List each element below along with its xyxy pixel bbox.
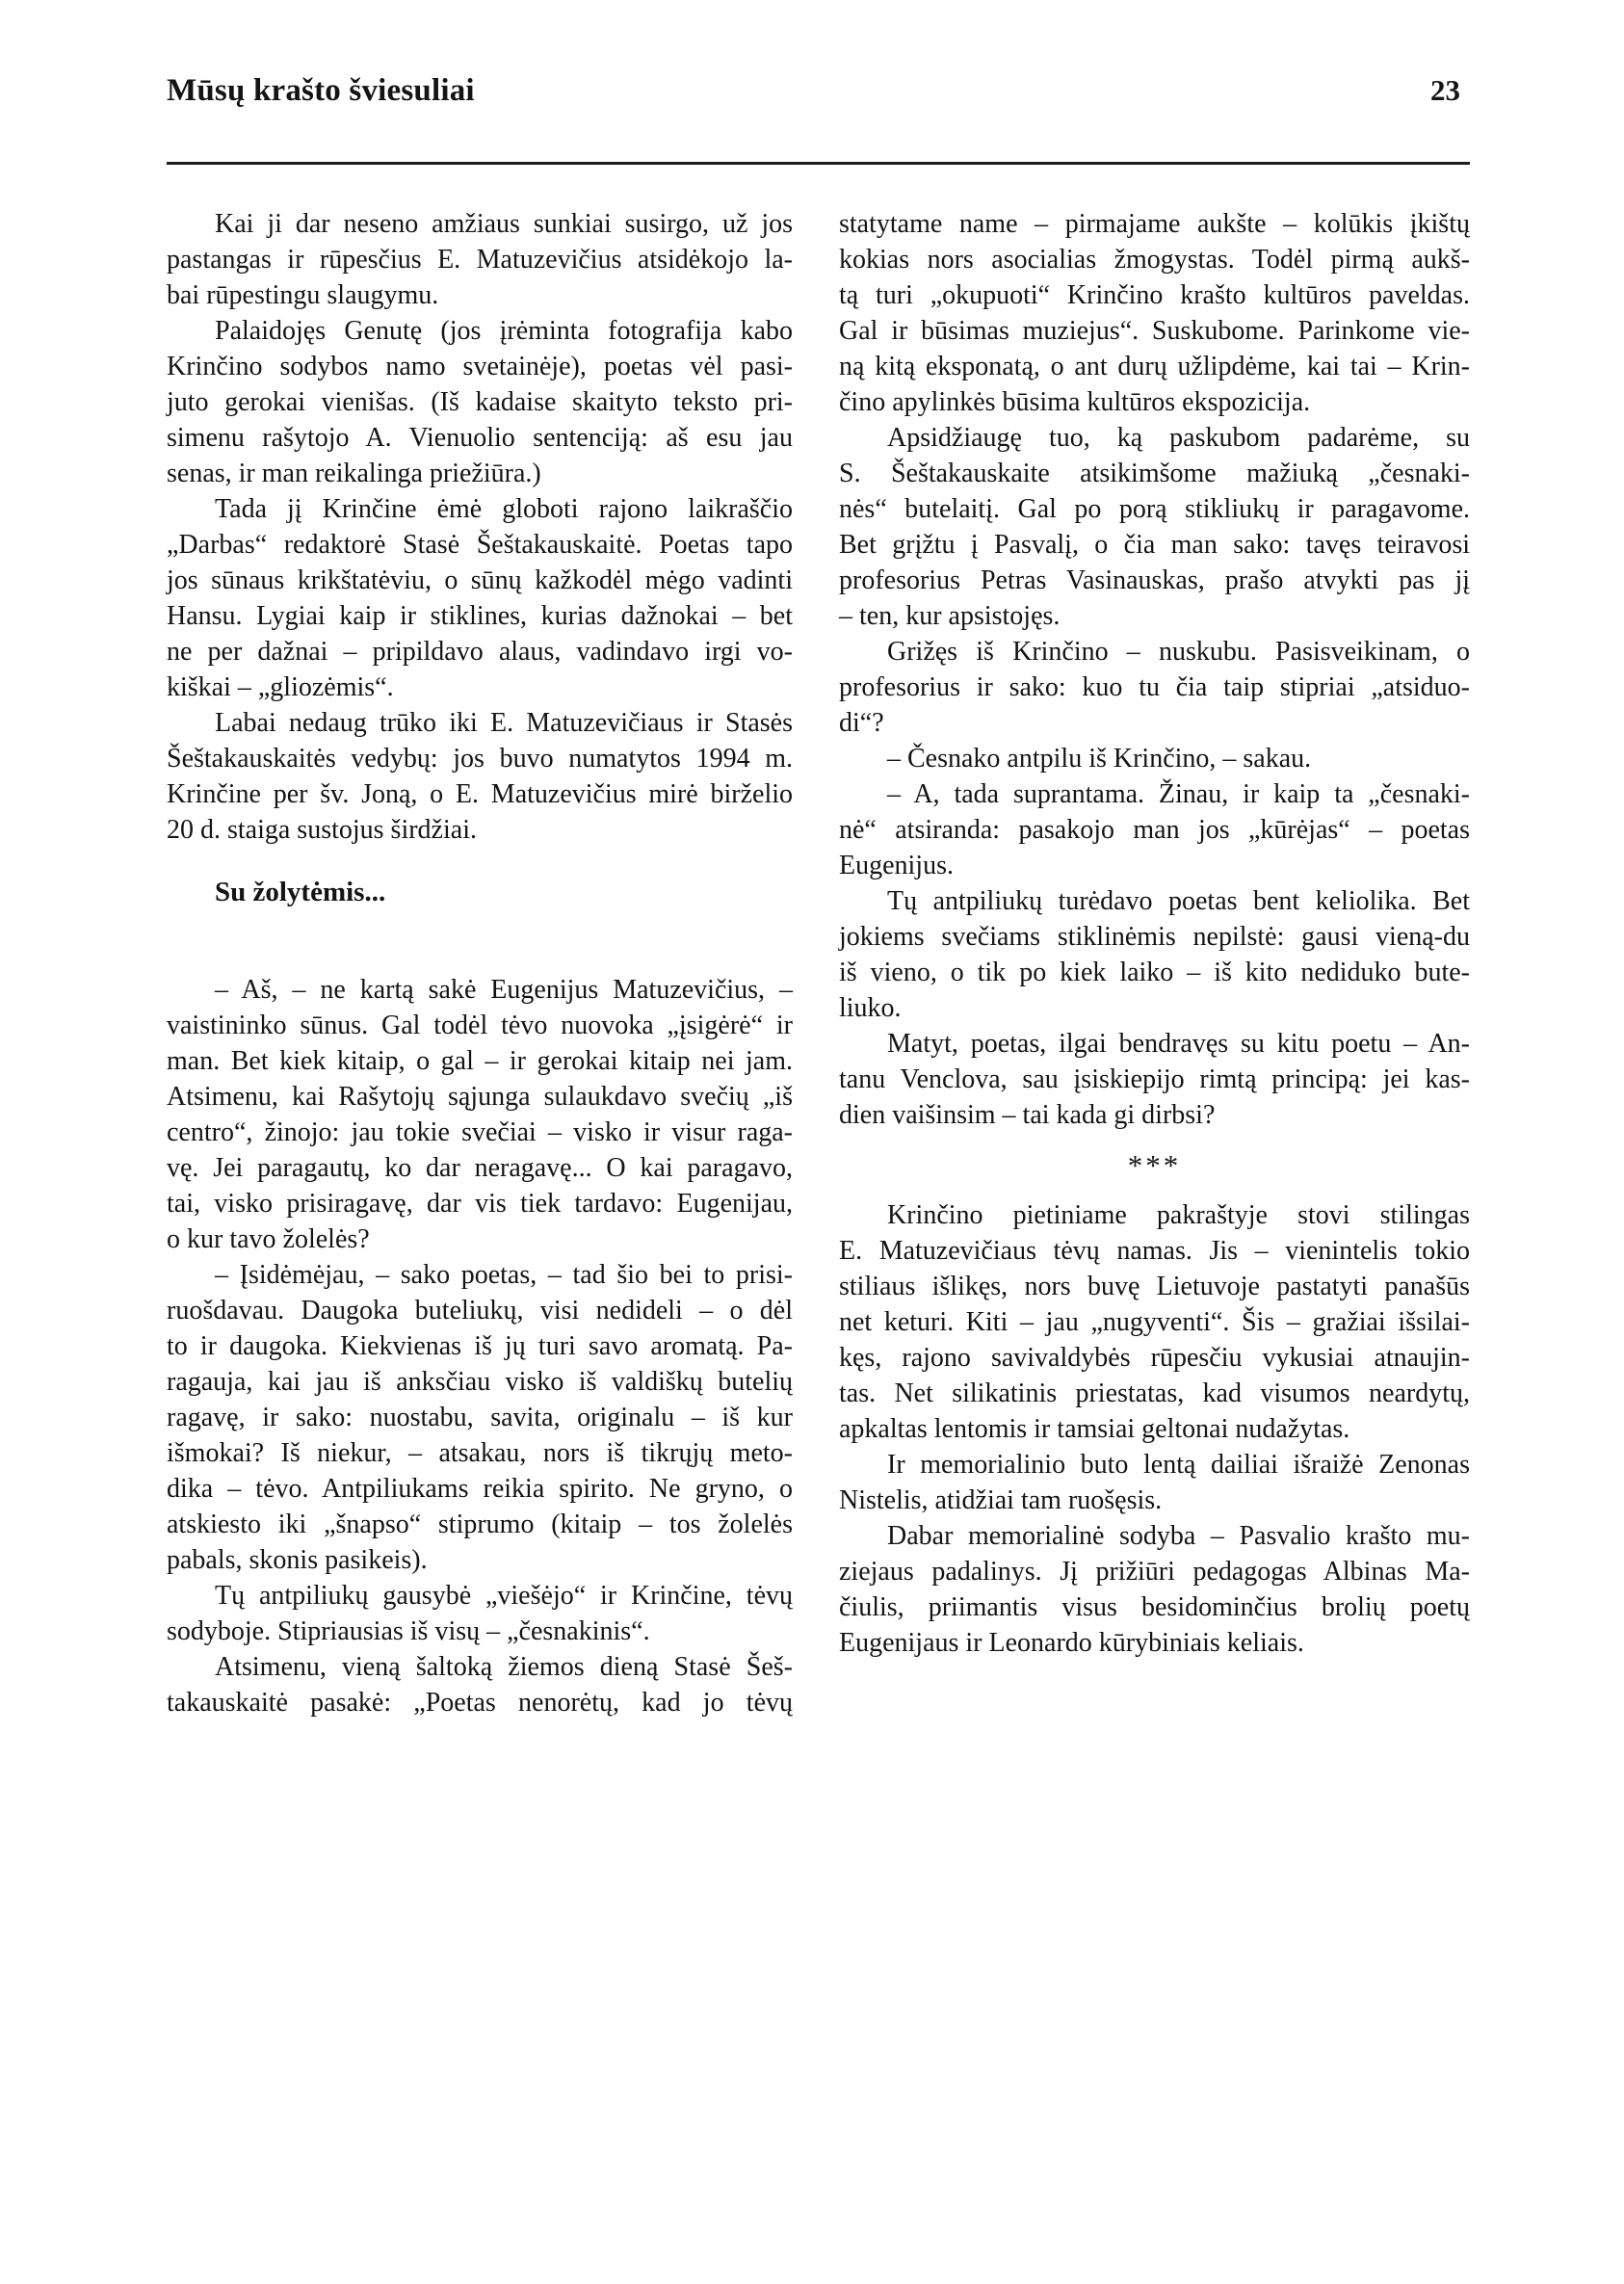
text-line: nė“ atsiranda: pasakojo man jos „kūrėjas“ – poetas bbox=[839, 815, 1470, 845]
text-line: Atsimenu, kai Rašytojų sąjunga sulaukdavo svečių „iš bbox=[167, 1082, 793, 1112]
paragraph bbox=[839, 634, 1470, 741]
header-rule bbox=[167, 162, 1470, 165]
text-line: – Aš, – ne kartą sakė Eugenijus Matuzevičius, – bbox=[215, 975, 793, 1005]
text-line: Gal ir būsimas muziejus“. Suskubome. Parinkome vie- bbox=[839, 316, 1470, 346]
text-line: išmokai? Iš niekur, – atsakau, nors iš tikrųjų meto- bbox=[167, 1438, 793, 1468]
paragraph bbox=[167, 1649, 793, 1720]
text-line: Atsimenu, vieną šaltoką žiemos dieną Stasė Šeš- bbox=[215, 1652, 793, 1682]
text-line: – Įsidėmėjau, – sako poetas, – tad šio bei to prisi- bbox=[215, 1260, 793, 1290]
text-line: dika – tėvo. Antpiliukams reikia spirito. Ne gryno, o bbox=[167, 1474, 793, 1504]
text-line: E. Matuzevičiaus tėvų namas. Jis – vienintelis tokio bbox=[839, 1236, 1470, 1266]
text-line: pabals, skonis pasikeis). bbox=[167, 1545, 428, 1575]
paragraph bbox=[839, 206, 1470, 420]
text-line: sodyboje. Stipriausias iš visų – „česnakinis“. bbox=[167, 1616, 650, 1646]
text-line: Krinčine per šv. Joną, o E. Matuzevičius mirė birželio bbox=[167, 779, 793, 809]
text-line: liuko. bbox=[839, 993, 902, 1023]
paragraph bbox=[839, 776, 1470, 883]
text-line: 20 d. staiga sustojus širdžiai. bbox=[167, 815, 477, 845]
text-line: net keturi. Kiti – jau „nugyventi“. Šis – gražiai išsilai- bbox=[839, 1307, 1470, 1337]
text-line: Hansu. Lygiai kaip ir stiklines, kurias dažnokai – bet bbox=[167, 601, 793, 631]
text-line: – Česnako antpilu iš Krinčino, – sakau. bbox=[887, 744, 1312, 774]
text-line: Nistelis, atidžiai tam ruošęsis. bbox=[839, 1485, 1163, 1515]
text-line: Eugenijaus ir Leonardo kūrybiniais keliais. bbox=[839, 1628, 1304, 1658]
text-line: ragauja, kai jau iš anksčiau visko iš valdiškų butelių bbox=[167, 1367, 793, 1397]
text-line: Bet grįžtu į Pasvalį, o čia man sako: tavęs teiravosi bbox=[839, 530, 1470, 560]
text-line: simenu rašytojo A. Vienuolio sentenciją: aš esu jau bbox=[167, 423, 793, 453]
text-line: – A, tada suprantama. Žinau, ir kaip ta „česnaki- bbox=[887, 779, 1470, 809]
paragraph bbox=[839, 883, 1470, 1026]
text-line: bai rūpestingu slaugymu. bbox=[167, 280, 439, 310]
text-line: Šeštakauskaitės vedybų: jos buvo numatytos 1994 m. bbox=[167, 744, 793, 774]
left-column bbox=[167, 206, 793, 1720]
paragraph bbox=[167, 1257, 793, 1578]
paragraph bbox=[839, 1197, 1470, 1447]
text-line: Krinčino pietiniame pakraštyje stovi stilingas bbox=[887, 1200, 1470, 1230]
text-line: apkaltas lentomis ir tamsiai geltonai nudažytas. bbox=[839, 1414, 1350, 1444]
text-line: Kai ji dar neseno amžiaus sunkiai susirgo, už jos bbox=[215, 209, 793, 239]
text-line: ne per dažnai – pripildavo alaus, vadindavo irgi vo- bbox=[167, 637, 793, 667]
text-line: juto gerokai vienišas. (Iš kadaise skaityto teksto pri- bbox=[167, 387, 793, 417]
asterisk-separator: *** bbox=[1127, 1148, 1182, 1182]
text-line: tanu Venclova, sau įsiskiepijo rimtą principą: jei kas- bbox=[839, 1064, 1470, 1094]
text-line: o kur tavo žolelės? bbox=[167, 1224, 370, 1254]
text-line: čino apylinkės būsima kultūros ekspozicija. bbox=[839, 387, 1311, 417]
paragraph bbox=[167, 972, 793, 1257]
paragraph bbox=[167, 206, 793, 313]
text-line: Labai nedaug trūko iki E. Matuzevičiaus ir Stasės bbox=[215, 708, 793, 738]
paragraph bbox=[167, 491, 793, 705]
right-column bbox=[839, 206, 1470, 1720]
text-line: takauskaitė pasakė: „Poetas nenorėtų, kad jo tėvų bbox=[167, 1688, 793, 1718]
text-line: Dabar memorialinė sodyba – Pasvalio krašto mu- bbox=[887, 1521, 1470, 1551]
text-line: Eugenijus. bbox=[839, 851, 954, 880]
text-line: ragavę, ir sako: nuostabu, savita, originalu – iš kur bbox=[167, 1403, 793, 1432]
text-line: ruošdavau. Daugoka buteliukų, visi nedideli – o dėl bbox=[167, 1296, 793, 1326]
text-line: ziejaus padalinys. Jį prižiūri pedagogas Albinas Ma- bbox=[839, 1557, 1470, 1587]
text-line: Grižęs iš Krinčino – nuskubu. Pasisveikinam, o bbox=[887, 637, 1470, 667]
text-line: Tų antpiliukų gausybė „viešėjo“ ir Krinčine, tėvų bbox=[215, 1581, 793, 1611]
text-line: profesorius Petras Vasinauskas, prašo atvykti pas jį bbox=[839, 565, 1470, 595]
paragraph bbox=[839, 420, 1470, 634]
text-line: Krinčino sodybos namo svetainėje), poetas vėl pasi- bbox=[167, 352, 793, 381]
text-line: Ir memorialinio buto lentą dailiai išraižė Zenonas bbox=[887, 1450, 1470, 1480]
text-line: pastangas ir rūpesčius E. Matuzevičius atsidėkojo la- bbox=[167, 245, 793, 275]
text-line: iš vieno, o tik po kiek laiko – iš kito nediduko bute- bbox=[839, 958, 1470, 987]
paragraph bbox=[839, 1026, 1470, 1133]
text-line: stiliaus išlikęs, nors buvę Lietuvoje pastatyti panašūs bbox=[839, 1272, 1470, 1301]
page-header bbox=[167, 73, 1470, 109]
text-line: nės“ butelaitį. Gal po porą stikliukų ir paragavome. bbox=[839, 494, 1470, 524]
paragraph bbox=[167, 705, 793, 848]
text-line: di“? bbox=[839, 708, 884, 738]
page-number: 23 bbox=[1430, 73, 1460, 107]
text-line: Matyt, poetas, ilgai bendravęs su kitu poetu – An- bbox=[887, 1029, 1470, 1059]
text-line: vę. Jei paragautų, ko dar neragavę... O kai paragavo, bbox=[167, 1153, 793, 1183]
text-line: čiulis, priimantis visus besidominčius brolių poetų bbox=[839, 1592, 1470, 1622]
text-line: tai, visko prisiragavę, dar vis tiek tardavo: Eugenijau, bbox=[167, 1189, 793, 1219]
paragraph bbox=[839, 1447, 1470, 1518]
text-line: Tų antpiliukų turėdavo poetas bent keliolika. Bet bbox=[887, 886, 1470, 916]
text-line: dien vaišinsim – tai kada gi dirbsi? bbox=[839, 1100, 1216, 1130]
paragraph bbox=[839, 741, 1470, 776]
text-line: „Darbas“ redaktorė Stasė Šeštakauskaitė. Poetas tapo bbox=[167, 530, 793, 560]
paragraph bbox=[167, 313, 793, 491]
text-columns bbox=[167, 206, 1470, 1720]
running-header-title: Mūsų krašto šviesuliai bbox=[167, 73, 475, 108]
paragraph bbox=[839, 1518, 1470, 1661]
paragraph bbox=[167, 1578, 793, 1649]
text-line: kokias nors asocialias žmogystas. Todėl pirmą aukš- bbox=[839, 245, 1470, 275]
text-line: senas, ir man reikalinga priežiūra.) bbox=[167, 459, 541, 488]
text-line: kiškai – „gliozėmis“. bbox=[167, 672, 394, 702]
text-line: S. Šeštakauskaite atsikimšome mažiuką „česnaki- bbox=[839, 459, 1470, 488]
section-heading: Su žolytėmis... bbox=[215, 877, 386, 907]
text-line: – ten, kur apsistojęs. bbox=[839, 601, 1061, 631]
text-line: kęs, rajono savivaldybės rūpesčiu vykusiai atnaujin- bbox=[839, 1343, 1470, 1373]
text-line: Tada jį Krinčine ėmė globoti rajono laikraščio bbox=[215, 494, 793, 524]
text-line: profesorius ir sako: kuo tu čia taip stipriai „atsiduo- bbox=[839, 672, 1470, 702]
text-line: Palaidojęs Genutę (jos įrėminta fotografija kabo bbox=[215, 316, 793, 346]
text-line: jokiems svečiams stiklinėmis nepilstė: gausi vieną-du bbox=[839, 922, 1470, 952]
text-line: vaistininko sūnus. Gal todėl tėvo nuovoka „įsigėrė“ ir bbox=[167, 1011, 793, 1040]
text-line: tas. Net silikatinis priestatas, kad visumos neardytų, bbox=[839, 1378, 1470, 1408]
text-line: atskiesto iki „šnapso“ stiprumo (kitaip – tos žolelės bbox=[167, 1510, 793, 1539]
text-line: jos sūnaus krikštatėviu, o sūnų kažkodėl mėgo vadinti bbox=[167, 565, 793, 595]
text-line: tą turi „okupuoti“ Krinčino krašto kultūros paveldas. bbox=[839, 280, 1470, 310]
text-line: to ir daugoka. Kiekvienas iš jų turi savo aromatą. Pa- bbox=[167, 1331, 793, 1361]
text-line: Apsidžiaugę tuo, ką paskubom padarėme, su bbox=[887, 423, 1470, 453]
text-line: centro“, žinojo: jau tokie svečiai – visko ir visur raga- bbox=[167, 1117, 793, 1147]
text-line: statytame name – pirmajame aukšte – kolūkis įkištų bbox=[839, 209, 1470, 239]
text-line: ną kitą eksponatą, o ant durų užlipdėme, kai tai – Krin- bbox=[839, 352, 1470, 381]
text-line: man. Bet kiek kitaip, o gal – ir gerokai kitaip nei jam. bbox=[167, 1046, 793, 1076]
